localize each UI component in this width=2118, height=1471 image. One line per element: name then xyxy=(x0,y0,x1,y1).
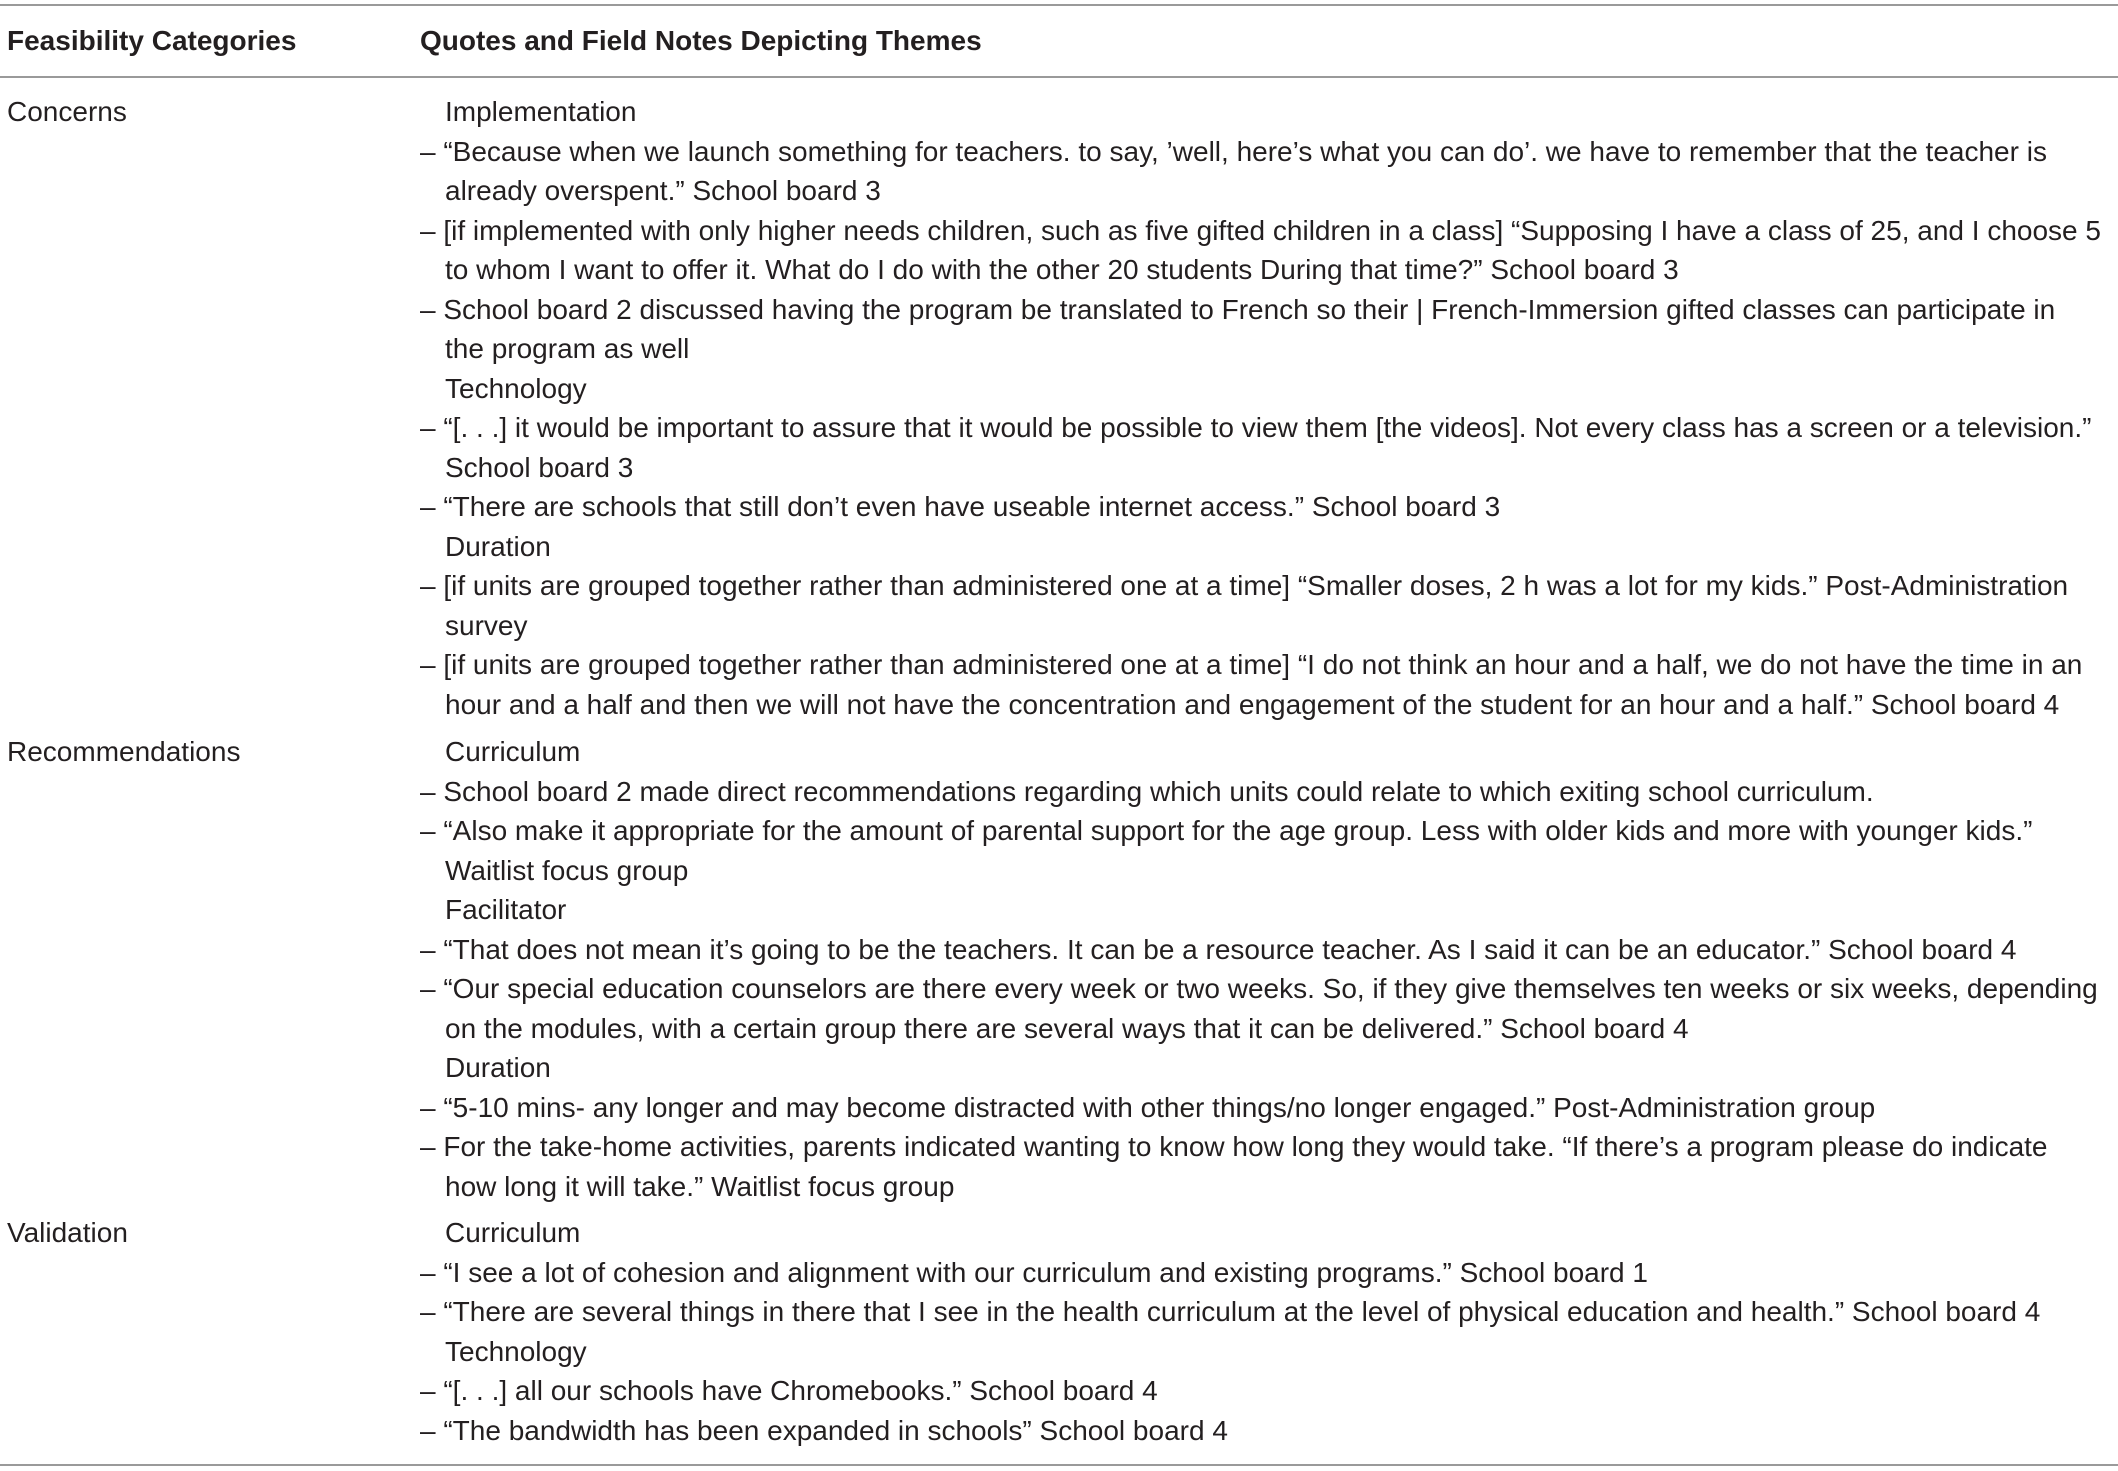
quote-item: – “[. . .] it would be important to assure that it would be possible to view them [the videos]. Not every class has a screen or a television.” xyxy=(420,412,2092,443)
quote-item: – [if units are grouped together rather than administered one at a time] “I do not think an hour and a half, we do not have the time in an xyxy=(420,649,2083,680)
quote-item: – For the take-home activities, parents indicated wanting to know how long they would take. “If there’s a program please do indicate xyxy=(420,1131,2048,1162)
quote-item: – “Also make it appropriate for the amount of parental support for the age group. Less with older kids and more with younger kids.” xyxy=(420,815,2033,846)
theme-subheading: Technology xyxy=(445,1335,587,1367)
quote-item: – “There are schools that still don’t even have useable internet access.” School board 3 xyxy=(420,491,1501,522)
theme-subheading: Curriculum xyxy=(445,1217,581,1248)
table-top-rule xyxy=(0,4,2118,6)
header-feasibility-categories: Feasibility Categories xyxy=(7,25,297,56)
category-label: Validation xyxy=(7,1217,128,1248)
quote-item: – “Our special education counselors are there every week or two weeks. So, if they give themselves ten weeks or six weeks, depending xyxy=(420,973,2098,1004)
quote-continuation: the program as well xyxy=(445,333,690,364)
quote-continuation: survey xyxy=(445,609,528,641)
theme-subheading: Duration xyxy=(445,1052,551,1083)
category-label: Concerns xyxy=(7,96,127,127)
header-rule xyxy=(0,76,2118,78)
category-label: Recommendations xyxy=(7,736,241,767)
quote-item: – [if units are grouped together rather than administered one at a time] “Smaller doses, 2 h was a lot for my kids.” Post-Administration xyxy=(420,570,2069,601)
quote-item: – “That does not mean it’s going to be the teachers. It can be a resource teacher. As I said it can be an educator.” School board 4 xyxy=(420,933,2017,965)
quote-item: – “I see a lot of cohesion and alignment with our curriculum and existing programs.” School board 1 xyxy=(420,1256,1648,1288)
quote-continuation: School board 3 xyxy=(445,451,634,483)
theme-subheading: Facilitator xyxy=(445,894,567,925)
theme-subheading: Technology xyxy=(445,372,587,404)
quote-continuation: how long it will take.” Waitlist focus group xyxy=(445,1170,955,1202)
quote-item: – [if implemented with only higher needs children, such as five gifted children in a class] “Supposing I have a class of 25, and I choose 5 xyxy=(420,214,2101,246)
quote-item: – “The bandwidth has been expanded in schools” School board 4 xyxy=(420,1414,1228,1446)
table-bottom-rule xyxy=(0,1464,2118,1466)
theme-subheading: Duration xyxy=(445,530,551,562)
quote-continuation: already overspent.” School board 3 xyxy=(445,175,881,206)
quote-item: – “There are several things in there that I see in the health curriculum at the level of physical education and health.” School board 4 xyxy=(420,1296,2041,1327)
quote-item: – School board 2 made direct recommendations regarding which units could relate to which exiting school curriculum. xyxy=(420,775,1874,807)
header-quotes-field-notes: Quotes and Field Notes Depicting Themes xyxy=(420,25,982,56)
quote-item: – “[. . .] all our schools have Chromebooks.” School board 4 xyxy=(420,1375,1158,1406)
quote-item: – “Because when we launch something for teachers. to say, ’well, here’s what you can do’. we have to remember that the teacher is xyxy=(420,135,2047,167)
quote-continuation: hour and a half and then we will not have the concentration and engagement of the student for an hour and a half.” School board 4 xyxy=(445,688,2060,720)
theme-subheading: Curriculum xyxy=(445,736,581,767)
quote-item: – “5-10 mins- any longer and may become distracted with other things/no longer engaged.” Post-Administration group xyxy=(420,1091,1876,1123)
quote-continuation: on the modules, with a certain group there are several ways that it can be delivered.” School board 4 xyxy=(445,1012,1689,1044)
quote-continuation: Waitlist focus group xyxy=(445,854,689,886)
theme-subheading: Implementation xyxy=(445,96,637,127)
quote-item: – School board 2 discussed having the program be translated to French so their | French-Immersion gifted classes can participate in xyxy=(420,293,2056,325)
quote-continuation: to whom I want to offer it. What do I do with the other 20 students During that time?” School board 3 xyxy=(445,254,1679,285)
